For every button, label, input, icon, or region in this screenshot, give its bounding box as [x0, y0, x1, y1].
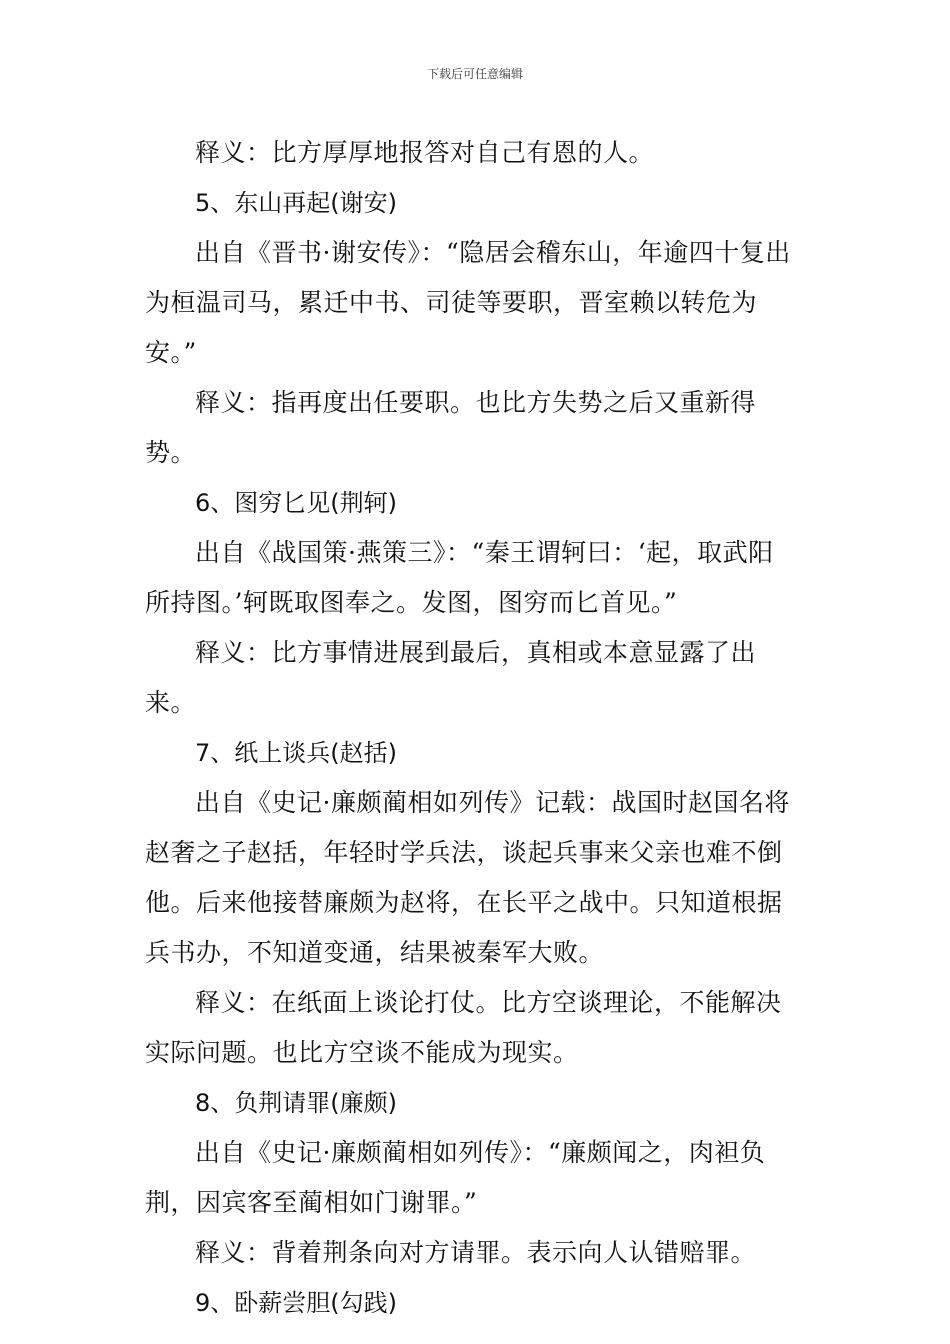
paragraph-source: 出自《晋书·谢安传》：“隐居会稽东山，年逾四十复出为桓温司马，累迁中书、司徒等要职，晋室赖以转危为安。” [145, 238, 791, 367]
idiom-heading: 8、负荆请罪(廉颇) [195, 1089, 397, 1117]
paragraph-interpretation: 释义：指再度出任要职。也比方失势之后又重新得势。 [145, 388, 757, 467]
idiom-heading: 5、东山再起(谢安) [195, 189, 397, 217]
paragraph-source: 出自《史记·廉颇蔺相如列传》记载：战国时赵国名将赵奢之子赵括，年轻时学兵法，谈起兵事来父亲也难不倒他。后来他接替廉颇为赵将，在长平之战中。只知道根据兵书办，不知道变通，结果被秦军大败。 [145, 788, 790, 967]
idiom-heading: 7、纸上谈兵(赵括) [195, 739, 397, 767]
page-header: 下载后可任意编辑 [426, 67, 523, 81]
paragraph-interpretation: 释义：比方事情进展到最后，真相或本意显露了出来。 [145, 638, 757, 717]
body-text [145, 128, 795, 1328]
paragraph-interpretation: 释义：比方厚厚地报答对自己有恩的人。 [195, 138, 655, 167]
paragraph-source: 出自《史记·廉颇蔺相如列传》：“廉颇闻之，肉袒负荆，因宾客至蔺相如门谢罪。” [145, 1138, 766, 1217]
paragraph-source: 出自《战国策·燕策三》：“秦王谓轲曰：‘起，取武阳所持图。’轲既取图奉之。发图，图穷而匕首见。” [145, 538, 774, 617]
idiom-heading: 6、图穷匕见(荆轲) [195, 489, 397, 517]
paragraph-interpretation: 释义：在纸面上谈论打仗。比方空谈理论，不能解决实际问题。也比方空谈不能成为现实。 [145, 988, 782, 1067]
paragraph-interpretation: 释义：背着荆条向对方请罪。表示向人认错赔罪。 [195, 1238, 757, 1267]
idiom-heading: 9、卧薪尝胆(勾践) [195, 1289, 397, 1317]
